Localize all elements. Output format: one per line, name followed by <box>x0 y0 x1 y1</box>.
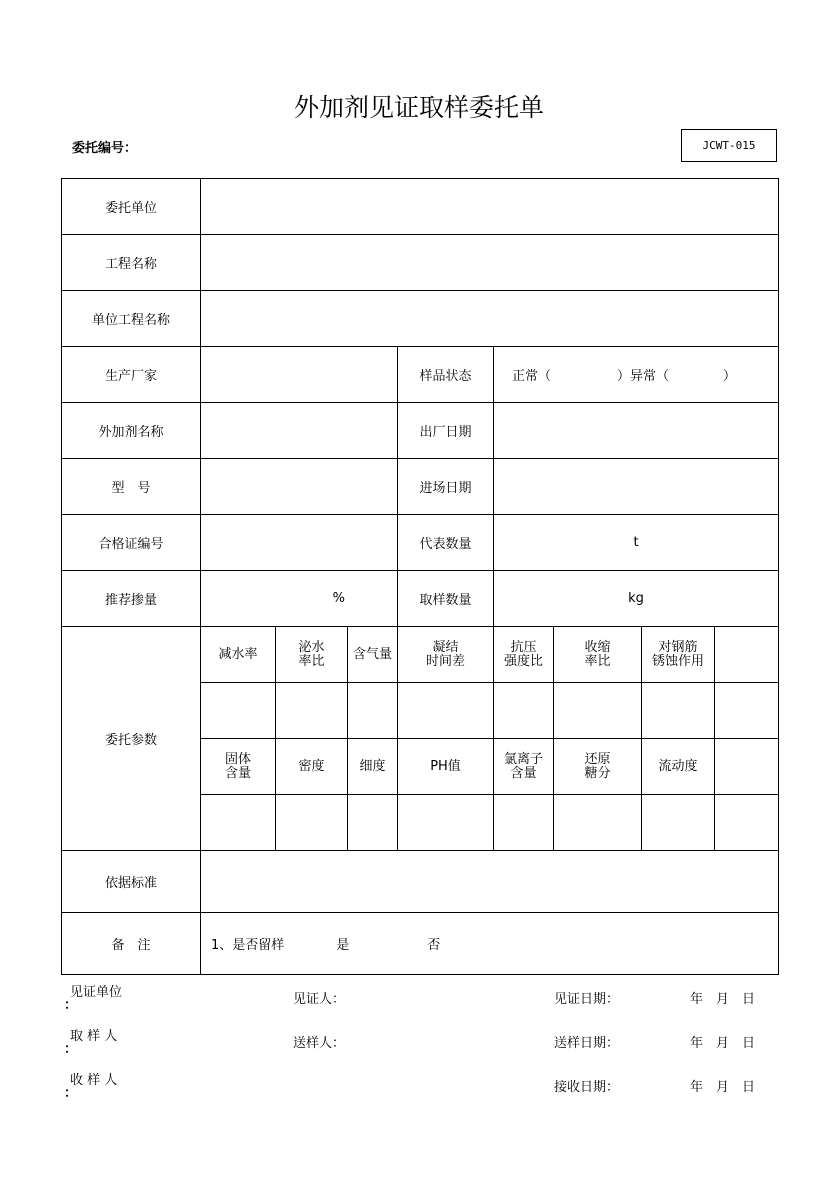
row-recommended-dosage <box>62 571 779 627</box>
row-admixture-name <box>62 403 779 459</box>
param-value-cell[interactable] <box>398 795 494 851</box>
row-model <box>62 459 779 515</box>
params-label: 委托参数 <box>62 627 201 851</box>
param-cell: 氯离子 含量 <box>494 739 554 795</box>
witness-person-label: 见证人： <box>293 992 346 1007</box>
admixture-name-field[interactable] <box>201 403 398 459</box>
form-code-box: JCWT-015 <box>681 129 777 162</box>
param-cell <box>715 627 779 683</box>
witness-date-label: 见证日期： <box>554 992 620 1007</box>
receive-date-label: 接收日期： <box>554 1080 620 1095</box>
param-value-cell[interactable] <box>642 795 715 851</box>
receive-date-ymd: 年 月 日 <box>690 1080 756 1095</box>
param-value-cell[interactable] <box>201 683 276 739</box>
param-value-cell[interactable] <box>715 795 779 851</box>
remark-label: 备 注 <box>62 913 201 975</box>
sampling-qty-field[interactable] <box>494 571 779 627</box>
commission-no-label: 委托编号： <box>72 141 138 156</box>
row-certificate-no <box>62 515 779 571</box>
sampling-qty-label: 取样数量 <box>398 571 494 627</box>
project-name-field[interactable] <box>201 235 779 291</box>
sampling-unit: kg <box>628 591 644 606</box>
param-cell <box>715 739 779 795</box>
send-date-label: 送样日期： <box>554 1036 620 1051</box>
param-value-cell[interactable] <box>494 795 554 851</box>
send-date-ymd: 年 月 日 <box>690 1036 756 1051</box>
param-cell: 减水率 <box>201 627 276 683</box>
param-cell: 对钢筋 锈蚀作用 <box>642 627 715 683</box>
factory-date-label: 出厂日期 <box>398 403 494 459</box>
manufacturer-field[interactable] <box>201 347 398 403</box>
witness-unit-colon: ： <box>64 998 78 1013</box>
remark-field[interactable]: 1、是否留样 是 否 <box>201 913 779 975</box>
row-manufacturer <box>62 347 779 403</box>
param-value-cell[interactable] <box>554 795 642 851</box>
row-standard <box>62 851 779 913</box>
unit-project-name-field[interactable] <box>201 291 779 347</box>
entry-date-field[interactable] <box>494 459 779 515</box>
row-project-name <box>62 235 779 291</box>
sample-state-close: ） <box>723 369 737 384</box>
param-value-cell[interactable] <box>348 683 398 739</box>
param-cell: 细度 <box>348 739 398 795</box>
represent-qty-label: 代表数量 <box>398 515 494 571</box>
param-value-cell[interactable] <box>494 683 554 739</box>
page-title: 外加剂见证取样委托单 <box>293 93 544 122</box>
row-client-unit <box>62 179 779 235</box>
param-value-cell[interactable] <box>398 683 494 739</box>
sampler-label: 取 样 人 <box>70 1029 118 1044</box>
receiver-colon: ： <box>64 1086 78 1101</box>
param-value-cell[interactable] <box>348 795 398 851</box>
certificate-no-label: 合格证编号 <box>62 515 201 571</box>
sampler-colon: ： <box>64 1042 78 1057</box>
sample-state-normal: 正常（ <box>512 369 552 384</box>
param-cell: PH值 <box>398 739 494 795</box>
entry-date-label: 进场日期 <box>398 459 494 515</box>
param-value-cell[interactable] <box>715 683 779 739</box>
client-unit-field[interactable] <box>201 179 779 235</box>
param-cell: 泌水 率比 <box>276 627 348 683</box>
project-name-label: 工程名称 <box>62 235 201 291</box>
param-value-cell[interactable] <box>642 683 715 739</box>
param-cell: 还原 糖分 <box>554 739 642 795</box>
witness-date-ymd: 年 月 日 <box>690 992 756 1007</box>
param-value-cell[interactable] <box>276 795 348 851</box>
row-unit-project-name <box>62 291 779 347</box>
represent-qty-field[interactable] <box>494 515 779 571</box>
params-header-row-1 <box>62 627 779 683</box>
standard-field[interactable] <box>201 851 779 913</box>
client-unit-label: 委托单位 <box>62 179 201 235</box>
param-value-cell[interactable] <box>554 683 642 739</box>
standard-label: 依据标准 <box>62 851 201 913</box>
commission-form-table <box>61 178 779 975</box>
factory-date-field[interactable] <box>494 403 779 459</box>
receiver-label: 收 样 人 <box>70 1073 118 1088</box>
model-field[interactable] <box>201 459 398 515</box>
param-cell: 含气量 <box>348 627 398 683</box>
certificate-no-field[interactable] <box>201 515 398 571</box>
param-cell: 固体 含量 <box>201 739 276 795</box>
param-cell: 抗压 强度比 <box>494 627 554 683</box>
model-label: 型 号 <box>62 459 201 515</box>
manufacturer-label: 生产厂家 <box>62 347 201 403</box>
recommended-dosage-field[interactable] <box>201 571 398 627</box>
sample-state-label: 样品状态 <box>398 347 494 403</box>
param-cell: 密度 <box>276 739 348 795</box>
represent-qty-unit: t <box>633 535 639 550</box>
unit-project-name-label: 单位工程名称 <box>62 291 201 347</box>
param-cell: 凝结 时间差 <box>398 627 494 683</box>
sample-state-abnormal: ）异常（ <box>617 369 670 384</box>
dosage-unit: % <box>332 591 345 606</box>
row-remark <box>62 913 779 975</box>
admixture-name-label: 外加剂名称 <box>62 403 201 459</box>
sender-label: 送样人： <box>293 1036 346 1051</box>
witness-unit-label: 见证单位 <box>70 985 123 1000</box>
sample-state-field[interactable] <box>494 347 779 403</box>
param-value-cell[interactable] <box>276 683 348 739</box>
param-cell: 流动度 <box>642 739 715 795</box>
param-value-cell[interactable] <box>201 795 276 851</box>
param-cell: 收缩 率比 <box>554 627 642 683</box>
recommended-dosage-label: 推荐掺量 <box>62 571 201 627</box>
